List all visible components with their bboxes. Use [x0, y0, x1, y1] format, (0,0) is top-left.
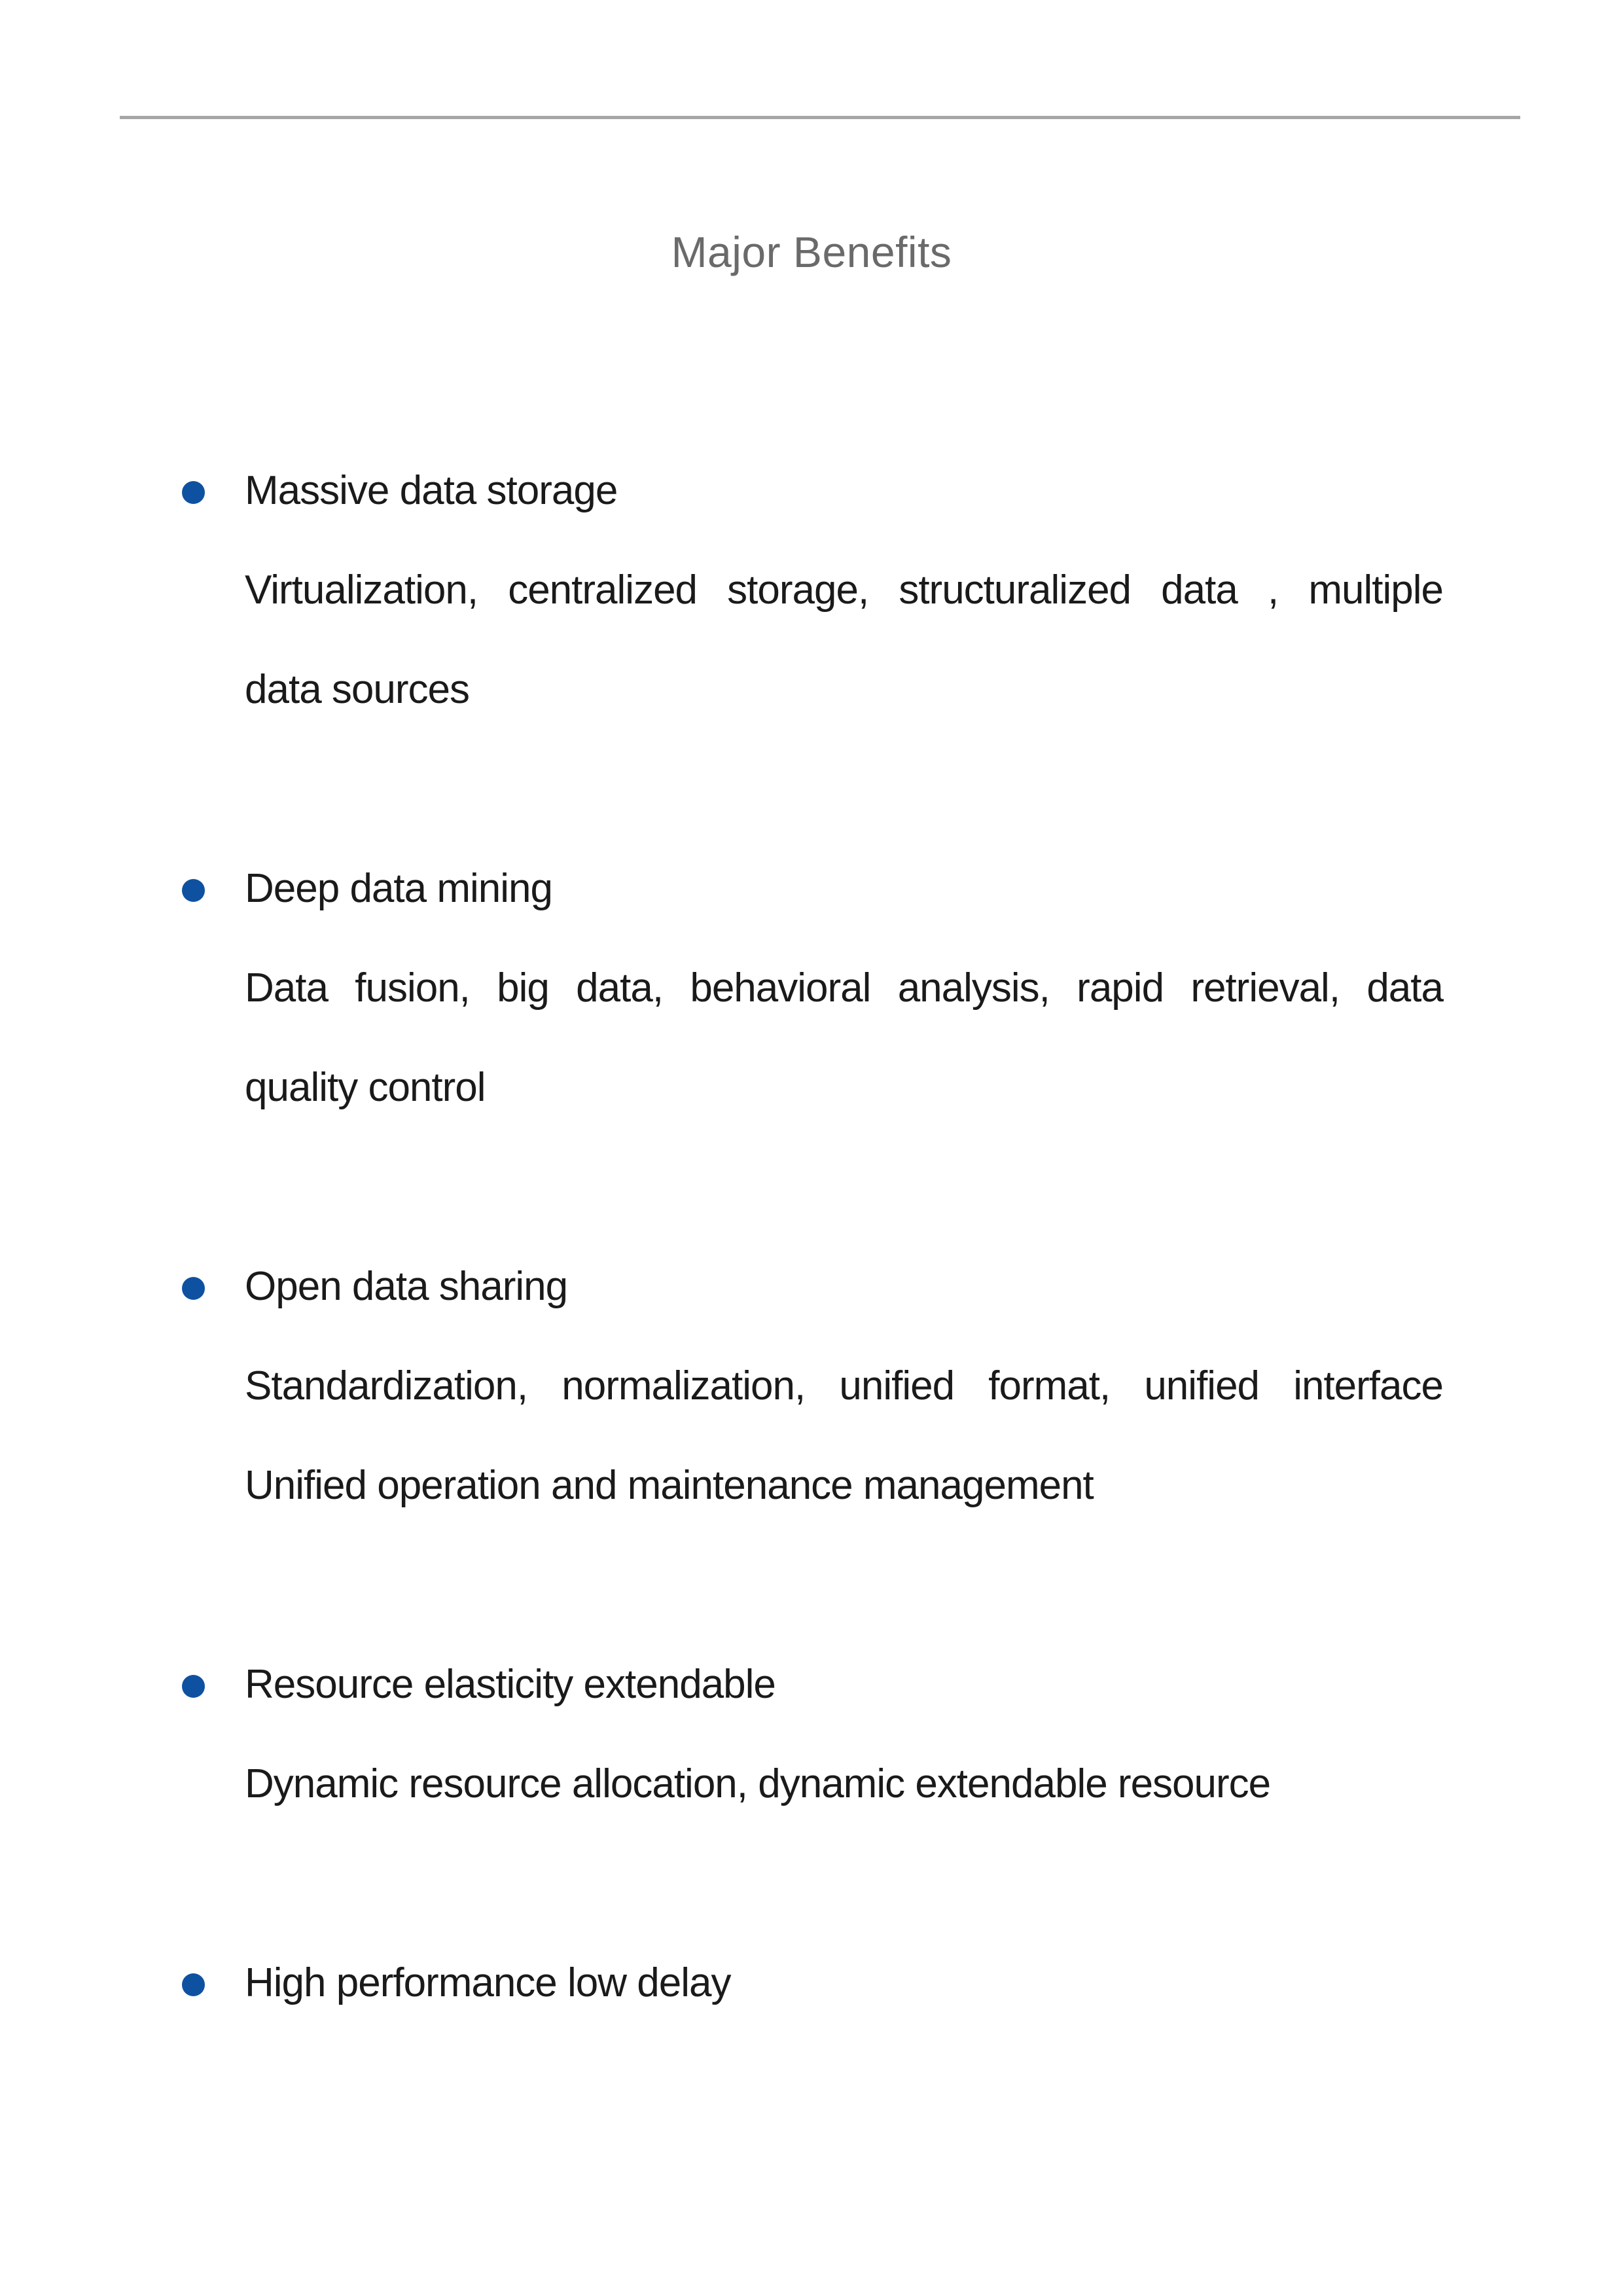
- benefit-heading: [245, 1635, 1443, 1734]
- benefit-detail-line: Standardization, normalization, unified format, unified interface: [245, 1363, 1443, 1408]
- benefit-detail-line: Data fusion, big data, behavioral analysis, rapid retrieval, data: [245, 965, 1443, 1011]
- benefit-heading-label: Resource elasticity extendable: [245, 1662, 776, 1707]
- benefit-heading-label: Open data sharing: [245, 1264, 568, 1309]
- benefit-section: [245, 839, 1443, 1138]
- bullet-icon: [182, 1277, 205, 1300]
- benefit-detail-line: data sources: [245, 667, 469, 712]
- benefit-heading: [245, 839, 1443, 939]
- benefit-section: [245, 1237, 1443, 1535]
- benefit-heading: [245, 1237, 1443, 1336]
- benefit-heading: [245, 1933, 1443, 2033]
- benefit-detail-line: quality control: [245, 1065, 486, 1110]
- benefit-heading: [245, 441, 1443, 541]
- page-title: Major Benefits: [671, 228, 952, 276]
- bullet-icon: [182, 1973, 205, 1996]
- benefit-list: [245, 441, 1443, 2132]
- bullet-icon: [182, 481, 205, 504]
- bullet-icon: [182, 879, 205, 902]
- benefit-section: [245, 1635, 1443, 1834]
- benefit-detail-line: Unified operation and maintenance management: [245, 1463, 1094, 1508]
- benefit-section: [245, 441, 1443, 740]
- benefit-detail-line: Dynamic resource allocation, dynamic extendable resource: [245, 1761, 1271, 1806]
- benefit-heading-label: Deep data mining: [245, 866, 552, 911]
- benefit-heading-label: Massive data storage: [245, 468, 618, 513]
- benefit-detail-line: Virtualization, centralized storage, structuralized data , multiple: [245, 567, 1443, 613]
- benefit-section: [245, 1933, 1443, 2033]
- bullet-icon: [182, 1675, 205, 1698]
- top-divider-rule: [120, 116, 1520, 119]
- benefit-heading-label: High performance low delay: [245, 1960, 731, 2005]
